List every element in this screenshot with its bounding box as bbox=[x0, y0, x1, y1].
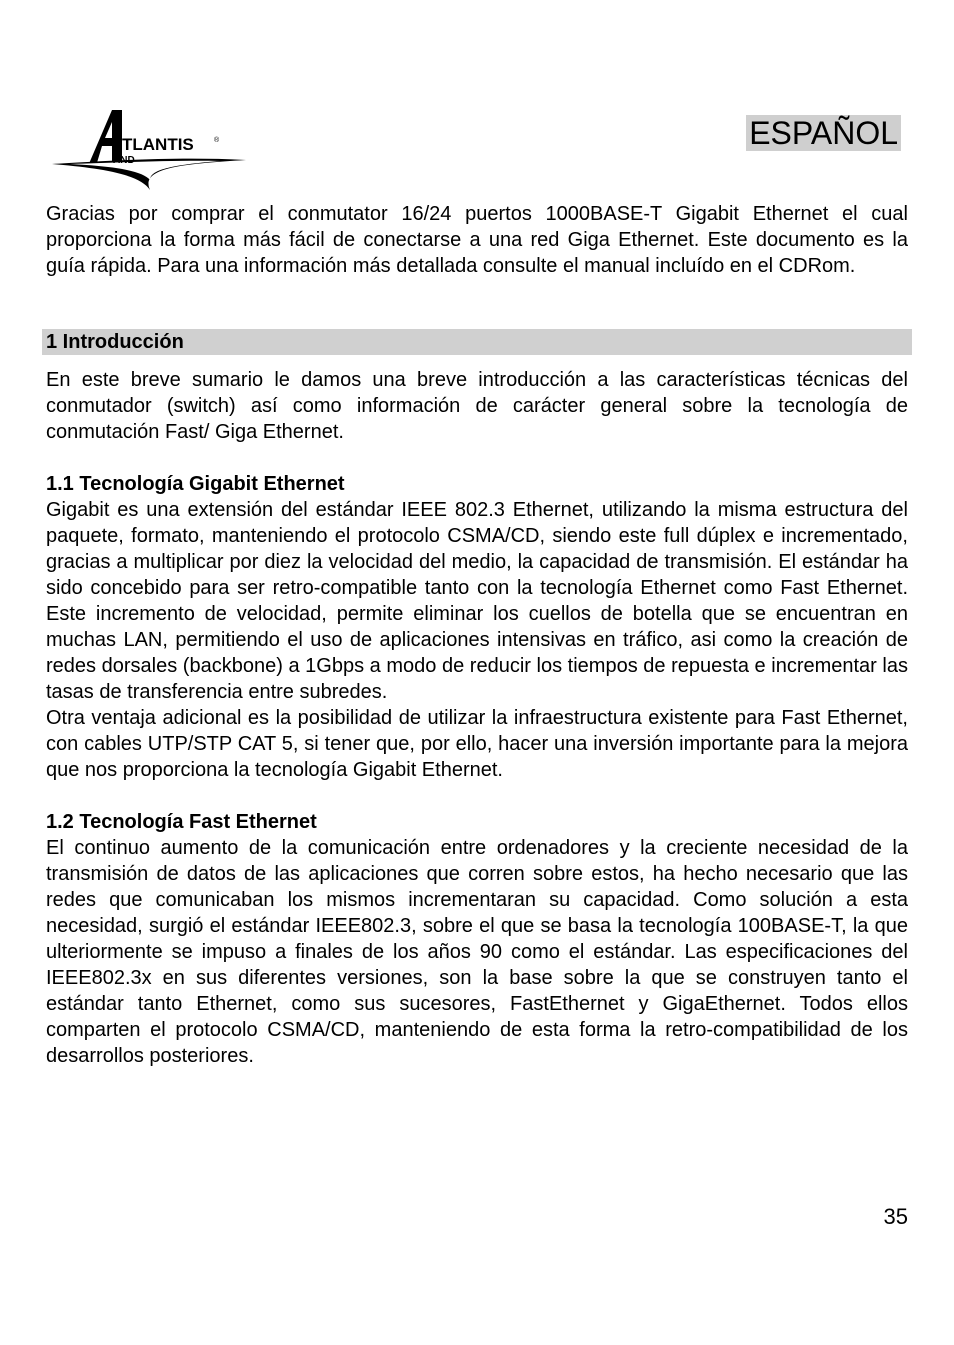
intro-paragraph: Gracias por comprar el conmutator 16/24 puertos 1000BASE-T Gigabit Ethernet el cual proporciona la forma más fácil de conectarse a una red Giga Ethernet. Este documento es la guía rápida. Para una información más detallada consulte el manual incluído en el CDRom. bbox=[46, 203, 908, 277]
svg-text:TLANTIS: TLANTIS bbox=[122, 135, 194, 154]
fast-ethernet-paragraph: El continuo aumento de la comunicación entre ordenadores y la creciente necesidad de la transmisión de datos de las aplicaciones que corren sobre estos, ha hecho necesario que las redes que comunicaban los mismos incrementaran su capacidad. Como solución a esta necesidad, surgió el estándar IEEE802.3, sobre el que se basa la tecnología 100BASE-T, la que ulteriormente se impuso a finales de los años 90 como el estándar. Las especificaciones del IEEE802.3x en sus diferentes versiones, son la base sobre la que se construyen tanto el estándar tanto Ethernet, como sus sucesores, FastEthernet y GigaEthernet. Todos ellos comparten el protocolo CSMA/CD, manteniendo de esta forma la retro-compatibilidad de los desarrollos posteriores. bbox=[46, 837, 908, 1067]
section1-paragraph: En este breve sumario le damos una breve introducción a las características técnicas del conmutador (switch) así como información de carácter general sobre la tecnología de conmutación Fast/ Giga Ethernet. bbox=[46, 369, 908, 443]
subsection-heading-gigabit: 1.1 Tecnología Gigabit Ethernet bbox=[46, 473, 345, 495]
section-heading-introduccion: 1 Introducción bbox=[42, 329, 912, 355]
svg-text:AND: AND bbox=[113, 155, 135, 166]
atlantis-logo-graphic bbox=[50, 108, 250, 198]
document-body bbox=[46, 201, 908, 1069]
atlantis-logo bbox=[50, 108, 250, 198]
page-number: 35 bbox=[883, 1204, 908, 1229]
svg-text:®: ® bbox=[214, 137, 220, 144]
gigabit-paragraph-1: Gigabit es una extensión del estándar IEEE 802.3 Ethernet, utilizando la misma estructura del paquete, formato, manteniendo el protocolo CSMA/CD, siendo este full dúplex e incrementado, gracias a multiplicar por diez la velocidad del medio, la capacidad de transmisión. El estándar ha sido concebido para ser retro-compatible tanto con la tecnología Ethernet como Fast Ethernet. Este incremento de velocidad, permite eliminar los cuellos de botella que se encuentran en muchas LAN, permitiendo el uso de aplicaciones intensivas en tráfico, asi como la creación de redes dorsales (backbone) a 1Gbps a modo de reducir los tiempos de repuesta e incrementar las tasas de transferencia entre subredes. bbox=[46, 499, 908, 703]
gigabit-paragraph-2: Otra ventaja adicional es la posibilidad de utilizar la infraestructura existente para Fast Ethernet, con cables UTP/STP CAT 5, si tener que, por ello, hacer una inversión importante para la mejora que nos proporciona la tecnología Gigabit Ethernet. bbox=[46, 707, 908, 781]
subsection-heading-fast-ethernet: 1.2 Tecnología Fast Ethernet bbox=[46, 811, 317, 833]
language-label: ESPAÑOL bbox=[746, 115, 901, 151]
